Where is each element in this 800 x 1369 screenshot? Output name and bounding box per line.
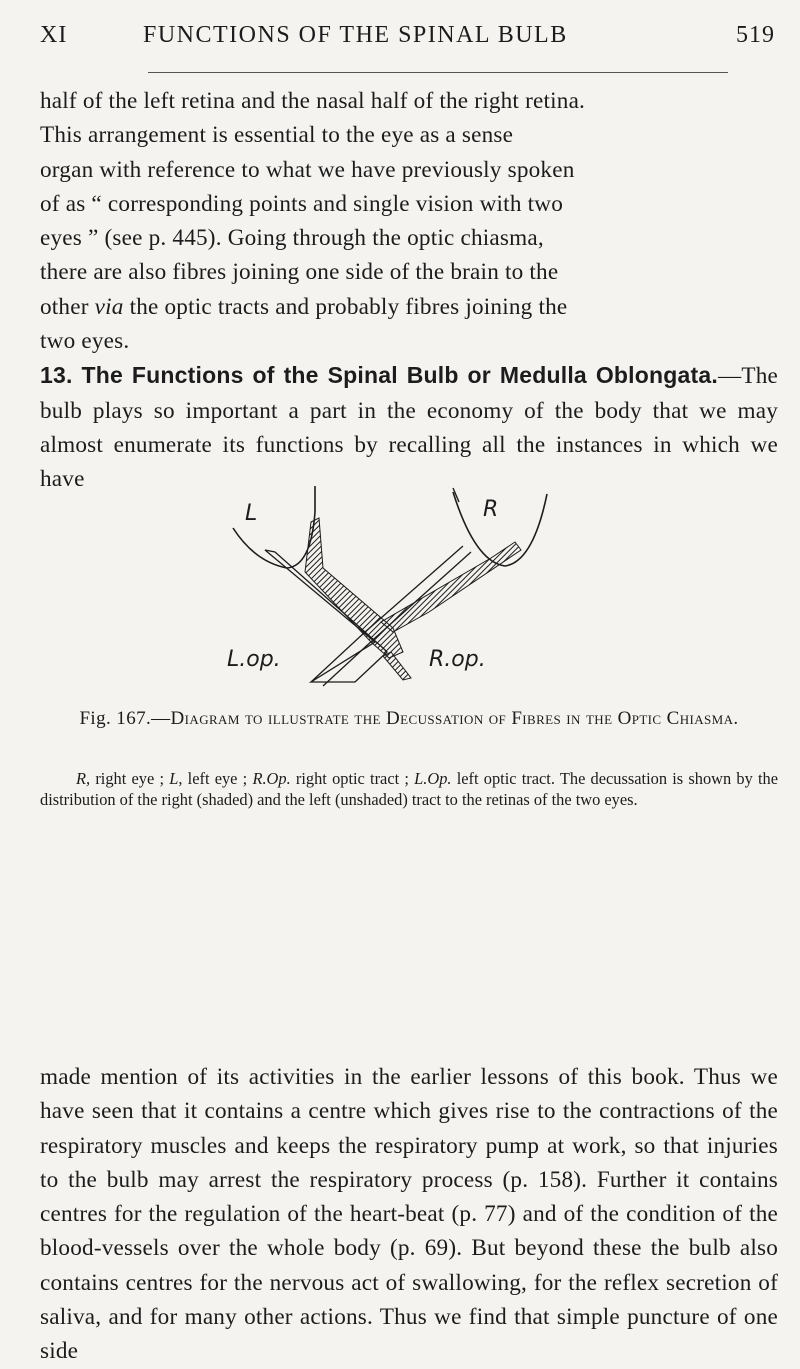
- optic-chiasma-svg: [215, 482, 575, 690]
- text-run: other: [40, 293, 95, 320]
- right-tract-shaded: [305, 518, 403, 658]
- section-text: —The bulb plays so important a part in the economy of the body that we may almost enumerate its functions by recalling all the instances in which we have: [40, 363, 778, 493]
- legend-desc: left eye ;: [182, 769, 253, 788]
- figure-title: —Diagram to illustrate the Decussation of Fibres in the Optic Chiasma.: [151, 708, 739, 729]
- label-right-eye: R: [483, 497, 499, 522]
- running-header: [40, 22, 775, 56]
- left-eye-retina: [233, 486, 315, 568]
- text-line: organ with reference to what we have previously spoken: [40, 156, 575, 183]
- legend-desc: left optic tract. The decussation is shown by the distribution of the right (shaded) and the left (unshaded) tract to the retinas of the two eyes.: [40, 769, 779, 809]
- legend-desc: right eye ;: [90, 769, 170, 788]
- legend-desc: right optic tract ;: [290, 769, 415, 788]
- section-heading: 13. The Functions of the Spinal Bulb or Medulla Oblongata.: [40, 362, 718, 389]
- figure-legend: [40, 768, 778, 810]
- text-line: eyes ” (see p. 445). Going through the optic chiasma,: [40, 225, 544, 252]
- text-line: two eyes.: [40, 328, 130, 355]
- text-line: there are also fibres joining one side of the brain to the: [40, 259, 559, 286]
- right-tract-end: [383, 652, 411, 680]
- text-line: half of the left retina and the nasal half of the right retina.: [40, 88, 586, 114]
- italic-run: via: [94, 293, 124, 320]
- text-run: the optic tracts and probably fibres joining the: [123, 293, 568, 320]
- section-paragraph: [40, 358, 778, 496]
- paragraph-bottom: [40, 1060, 778, 1369]
- label-right-tract: R.op.: [429, 647, 486, 672]
- paragraph-top: [40, 84, 778, 497]
- legend-text: [40, 768, 778, 810]
- decussation-diagram: [215, 482, 575, 690]
- legend-key: R,: [76, 769, 91, 788]
- figure-number: Fig. 167.: [79, 708, 152, 729]
- right-tract-shaded-2: [381, 542, 521, 632]
- label-left-eye: L: [245, 501, 258, 526]
- legend-key: L.Op.: [414, 769, 452, 788]
- figure-caption: [40, 708, 778, 730]
- paragraph-text: made mention of its activities in the earlier lessons of this book. Thus we have seen that it contains a centre which gives rise to the contractions of the respiratory muscles and keeps the respiratory pump at work, so that injuries to the bulb may arrest the respiratory process (p. 158). Further it contains centres for the regulation of the heart-beat (p. 77) and of the condition of the blood-vessels over the whole body (p. 69). But beyond these the bulb also contains centres for the nervous act of swallowing, for the reflex secretion of saliva, and for many other actions. Thus we find that simple puncture of one side: [40, 1064, 778, 1365]
- chapter-number: XI: [40, 22, 68, 48]
- text-line: [40, 290, 778, 324]
- text-line: This arrangement is essential to the eye as a sense: [40, 122, 514, 149]
- legend-key: R.Op.: [252, 769, 291, 788]
- page-number: 519: [736, 22, 775, 48]
- running-title: FUNCTIONS OF THE SPINAL BULB: [143, 22, 568, 48]
- label-left-tract: L.op.: [227, 647, 281, 672]
- text-line: of as “ corresponding points and single vision with two: [40, 190, 563, 217]
- legend-key: L,: [169, 769, 183, 788]
- header-rule: [148, 72, 728, 73]
